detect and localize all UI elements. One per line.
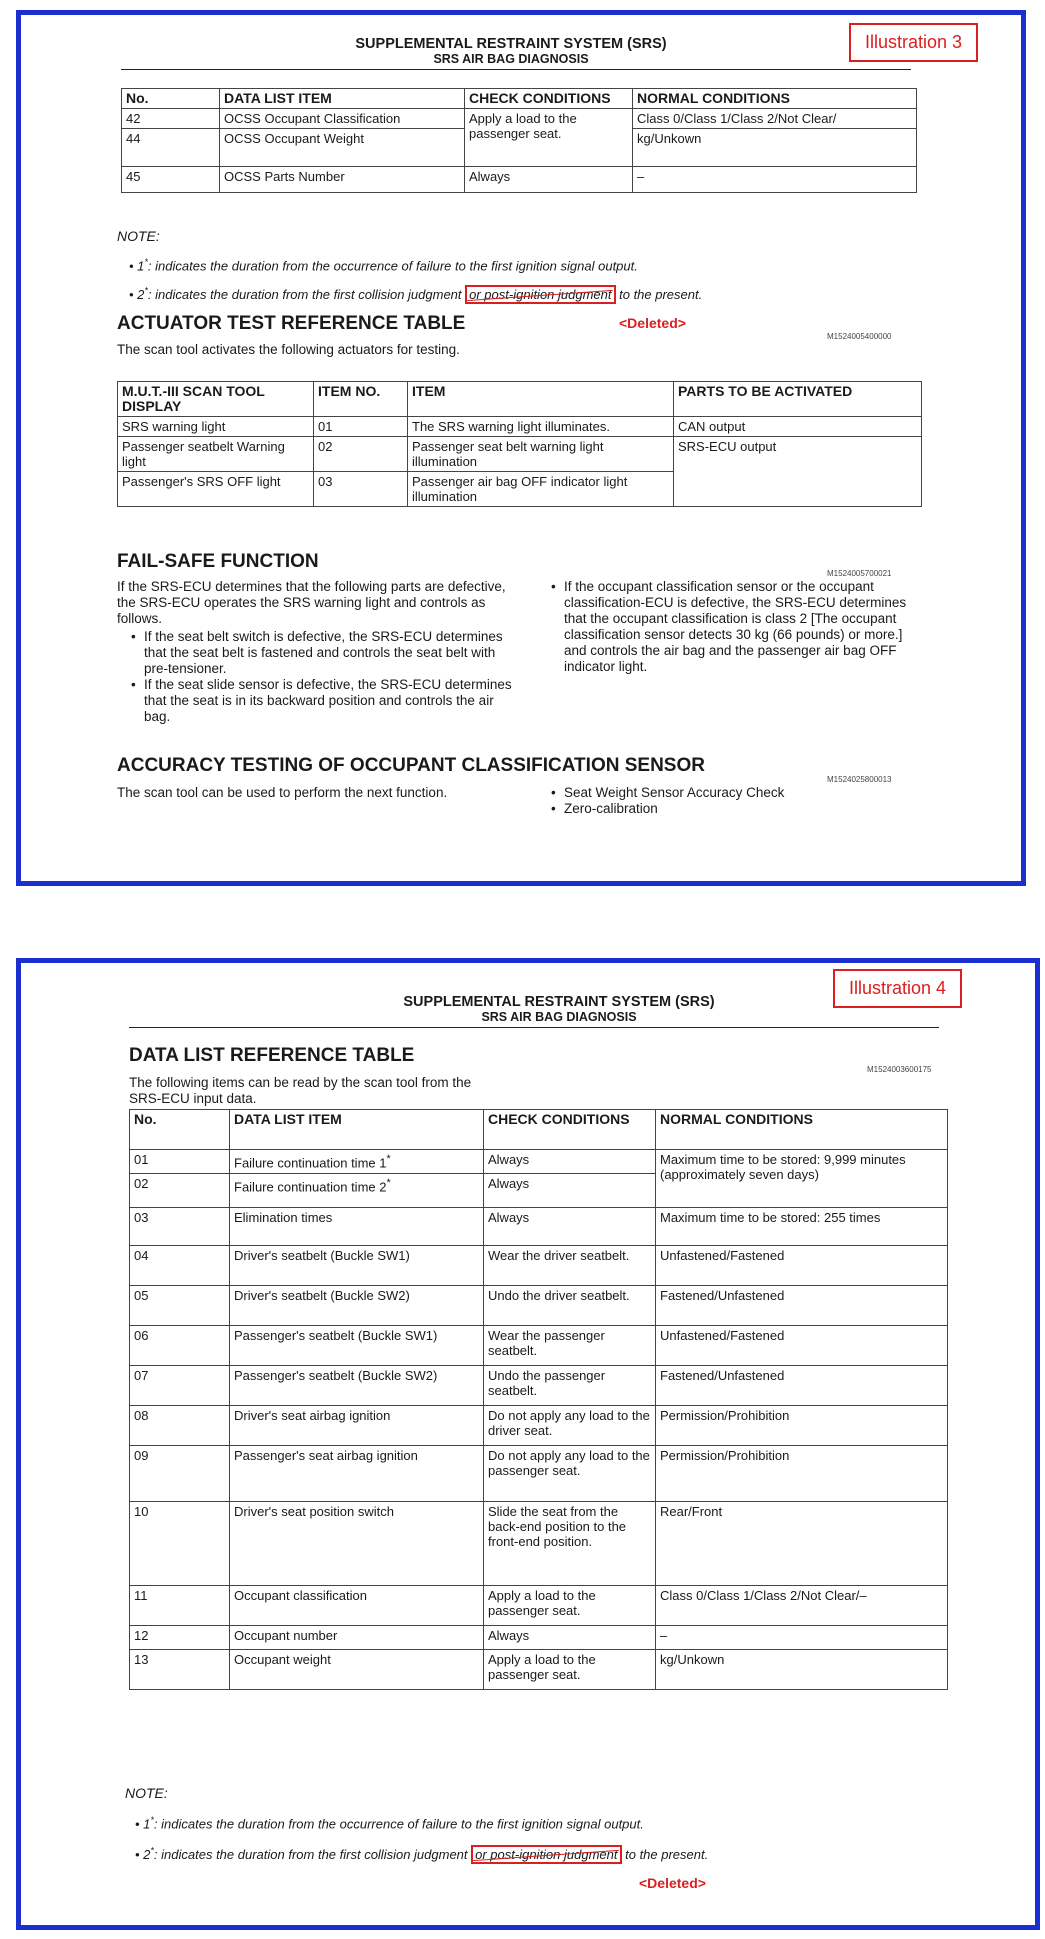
row-no: 11 bbox=[130, 1586, 230, 1626]
row-parts: SRS-ECU output bbox=[674, 437, 922, 507]
list-item: • If the occupant classification sensor or the occupant classification-ECU is defective, the SRS-ECU determines that the occupant classification is class 2 [The occupant classification sensor detects 30 kg (66 pounds) or more.] and controls the air bag and the passenger air bag OFF indicator light. bbox=[551, 579, 926, 675]
table-row bbox=[130, 1626, 948, 1650]
row-no: 42 bbox=[122, 109, 220, 129]
row-no: 06 bbox=[130, 1326, 230, 1366]
note-2-pre: : indicates the duration from the first collision judgment bbox=[153, 1847, 472, 1862]
row-normal: Rear/Front bbox=[656, 1502, 948, 1586]
accuracy-text: The scan tool can be used to perform the next function. bbox=[117, 785, 448, 800]
note-2-mark: 2 bbox=[143, 1847, 151, 1862]
data-list-table bbox=[129, 1109, 948, 1690]
row-item: Passenger's seat airbag ignition bbox=[230, 1446, 484, 1502]
deleted-label: <Deleted> bbox=[639, 1875, 706, 1891]
row-item: Occupant weight bbox=[230, 1650, 484, 1690]
row-check: Always bbox=[484, 1150, 656, 1174]
row-display: Passenger seatbelt Warning light bbox=[118, 437, 314, 472]
row-item: Elimination times bbox=[230, 1208, 484, 1246]
col-header-normal: NORMAL CONDITIONS bbox=[656, 1110, 948, 1150]
row-check: Wear the passenger seatbelt. bbox=[484, 1326, 656, 1366]
note-1-text: : indicates the duration from the occurrence of failure to the first ignition signal output. bbox=[153, 1816, 644, 1832]
row-item: Driver's seat airbag ignition bbox=[230, 1406, 484, 1446]
row-no: 09 bbox=[130, 1446, 230, 1502]
illustration-4-panel bbox=[16, 958, 1040, 1930]
row-item bbox=[230, 1174, 484, 1208]
note-label: NOTE: bbox=[117, 228, 160, 244]
row-item: The SRS warning light illuminates. bbox=[408, 417, 674, 437]
fail-safe-intro: If the SRS-ECU determines that the following parts are defective, the SRS-ECU operates the SRS warning light and controls as follows. bbox=[117, 579, 506, 626]
row-check: Slide the seat from the back-end position to the front-end position. bbox=[484, 1502, 656, 1586]
table-row bbox=[130, 1208, 948, 1246]
fail-safe-list-right bbox=[551, 579, 926, 675]
row-check: Always bbox=[484, 1626, 656, 1650]
row-display: SRS warning light bbox=[118, 417, 314, 437]
row-item: Passenger seat belt warning light illumination bbox=[408, 437, 674, 472]
fail-safe-heading: FAIL-SAFE FUNCTION bbox=[117, 551, 319, 572]
row-no: 07 bbox=[130, 1366, 230, 1406]
table-row bbox=[122, 167, 917, 193]
row-normal: Unfastened/Fastened bbox=[656, 1246, 948, 1286]
table-row bbox=[130, 1286, 948, 1326]
row-normal: Maximum time to be stored: 255 times bbox=[656, 1208, 948, 1246]
note-1: • 1*: indicates the duration from the occurrence of failure to the first ignition signal output. bbox=[135, 1815, 644, 1832]
list-item: • Seat Weight Sensor Accuracy Check bbox=[551, 785, 851, 801]
row-item: Passenger air bag OFF indicator light illumination bbox=[408, 472, 674, 507]
illustration-4-tag: Illustration 4 bbox=[833, 969, 962, 1008]
header-subtitle: SRS AIR BAG DIAGNOSIS bbox=[481, 1010, 637, 1024]
document-header bbox=[321, 37, 701, 67]
row-item-mark: * bbox=[386, 1153, 391, 1165]
row-no: 01 bbox=[130, 1150, 230, 1174]
section-code: M1524005400000 bbox=[827, 332, 892, 341]
row-normal: Fastened/Unfastened bbox=[656, 1366, 948, 1406]
row-item-no: 03 bbox=[314, 472, 408, 507]
col-header-display: M.U.T.-III SCAN TOOL DISPLAY bbox=[118, 382, 314, 417]
row-check: Apply a load to the passenger seat. bbox=[484, 1586, 656, 1626]
table-header-row bbox=[122, 89, 917, 109]
data-list-table-continued bbox=[121, 88, 917, 193]
list-item: • If the seat belt switch is defective, the SRS-ECU determines that the seat belt is fastened and controls the seat belt with pre-tensioner. bbox=[131, 629, 516, 677]
section-code: M1524005700021 bbox=[827, 569, 892, 578]
row-item: OCSS Occupant Weight bbox=[220, 129, 465, 167]
row-normal: Permission/Prohibition bbox=[656, 1406, 948, 1446]
note-label: NOTE: bbox=[125, 1785, 168, 1801]
table-header-row bbox=[130, 1110, 948, 1150]
col-header-item: DATA LIST ITEM bbox=[230, 1110, 484, 1150]
col-header-normal: NORMAL CONDITIONS bbox=[633, 89, 917, 109]
actuator-intro: The scan tool activates the following actuators for testing. bbox=[117, 342, 460, 357]
row-no: 05 bbox=[130, 1286, 230, 1326]
note-1-mark: 1 bbox=[143, 1816, 151, 1832]
list-item: • Zero-calibration bbox=[551, 801, 851, 817]
data-list-heading: DATA LIST REFERENCE TABLE bbox=[129, 1045, 415, 1066]
note-2: • 2*: indicates the duration from the first collision judgment or post-ignition judgment to the present. bbox=[135, 1845, 709, 1862]
section-code: M1524025800013 bbox=[827, 775, 892, 784]
table-row bbox=[130, 1326, 948, 1366]
actuator-test-heading: ACTUATOR TEST REFERENCE TABLE bbox=[117, 313, 466, 334]
table-row bbox=[130, 1446, 948, 1502]
row-check: Do not apply any load to the driver seat. bbox=[484, 1406, 656, 1446]
table-row bbox=[130, 1502, 948, 1586]
list-item: • If the seat slide sensor is defective, the SRS-ECU determines that the seat is in its backward position and controls the air bag. bbox=[131, 677, 516, 725]
col-header-item: DATA LIST ITEM bbox=[220, 89, 465, 109]
note-1: • 1*: indicates the duration from the occurrence of failure to the first ignition signal output. bbox=[129, 257, 638, 274]
row-no: 08 bbox=[130, 1406, 230, 1446]
table-row bbox=[130, 1366, 948, 1406]
row-no: 44 bbox=[122, 129, 220, 167]
row-item: OCSS Occupant Classification bbox=[220, 109, 465, 129]
table-header-row bbox=[118, 382, 922, 417]
row-item-no: 01 bbox=[314, 417, 408, 437]
illustration-3-tag: Illustration 3 bbox=[849, 23, 978, 62]
deleted-phrase: or post-ignition judgment bbox=[465, 285, 615, 304]
table-row bbox=[130, 1150, 948, 1174]
row-display: Passenger's SRS OFF light bbox=[118, 472, 314, 507]
row-normal: kg/Unkown bbox=[633, 129, 917, 167]
table-row bbox=[130, 1406, 948, 1446]
row-item: Occupant classification bbox=[230, 1586, 484, 1626]
row-item: Driver's seatbelt (Buckle SW1) bbox=[230, 1246, 484, 1286]
row-normal: – bbox=[656, 1626, 948, 1650]
row-no: 45 bbox=[122, 167, 220, 193]
deleted-label: <Deleted> bbox=[619, 315, 686, 331]
row-item: OCSS Parts Number bbox=[220, 167, 465, 193]
col-header-no: No. bbox=[122, 89, 220, 109]
accuracy-testing-heading: ACCURACY TESTING OF OCCUPANT CLASSIFICATION SENSOR bbox=[117, 755, 705, 776]
deleted-phrase: or post-ignition judgment bbox=[471, 1845, 621, 1864]
header-rule bbox=[121, 69, 911, 70]
col-header-item-no: ITEM NO. bbox=[314, 382, 408, 417]
fail-safe-list-left bbox=[131, 629, 516, 725]
row-item-text: Failure continuation time 2 bbox=[234, 1179, 387, 1195]
row-item: Passenger's seatbelt (Buckle SW1) bbox=[230, 1326, 484, 1366]
row-normal: kg/Unkown bbox=[656, 1650, 948, 1690]
row-normal: – bbox=[633, 167, 917, 193]
row-check: Apply a load to the passenger seat. bbox=[484, 1650, 656, 1690]
row-check: Always bbox=[484, 1174, 656, 1208]
row-check: Always bbox=[484, 1208, 656, 1246]
header-subtitle: SRS AIR BAG DIAGNOSIS bbox=[433, 52, 589, 66]
row-item-no: 02 bbox=[314, 437, 408, 472]
data-list-intro: The following items can be read by the scan tool from the SRS-ECU input data. bbox=[129, 1075, 472, 1106]
row-item-text: Failure continuation time 1 bbox=[234, 1155, 387, 1171]
row-normal: Permission/Prohibition bbox=[656, 1446, 948, 1502]
row-no: 04 bbox=[130, 1246, 230, 1286]
row-no: 10 bbox=[130, 1502, 230, 1586]
section-code: M1524003600175 bbox=[867, 1065, 932, 1074]
row-normal: Fastened/Unfastened bbox=[656, 1286, 948, 1326]
table-row bbox=[130, 1650, 948, 1690]
document-header bbox=[369, 995, 749, 1025]
row-check: Undo the driver seatbelt. bbox=[484, 1286, 656, 1326]
row-no: 03 bbox=[130, 1208, 230, 1246]
row-no: 02 bbox=[130, 1174, 230, 1208]
row-parts: CAN output bbox=[674, 417, 922, 437]
row-normal: Maximum time to be stored: 9,999 minutes (approximately seven days) bbox=[656, 1150, 948, 1208]
note-2-mark: 2 bbox=[137, 287, 145, 302]
actuator-test-table bbox=[117, 381, 922, 507]
note-2-pre: : indicates the duration from the first collision judgment bbox=[147, 287, 466, 302]
row-check: Do not apply any load to the passenger seat. bbox=[484, 1446, 656, 1502]
col-header-item: ITEM bbox=[408, 382, 674, 417]
note-1-mark: 1 bbox=[137, 258, 145, 274]
row-item: Occupant number bbox=[230, 1626, 484, 1650]
row-normal: Class 0/Class 1/Class 2/Not Clear/– bbox=[656, 1586, 948, 1626]
header-title: SUPPLEMENTAL RESTRAINT SYSTEM (SRS) bbox=[355, 36, 667, 52]
row-no: 13 bbox=[130, 1650, 230, 1690]
row-check: Undo the passenger seatbelt. bbox=[484, 1366, 656, 1406]
accuracy-list bbox=[551, 785, 851, 817]
row-check: Wear the driver seatbelt. bbox=[484, 1246, 656, 1286]
note-1-text: : indicates the duration from the occurrence of failure to the first ignition signal output. bbox=[147, 258, 638, 274]
col-header-no: No. bbox=[130, 1110, 230, 1150]
table-row bbox=[118, 417, 922, 437]
col-header-check: CHECK CONDITIONS bbox=[465, 89, 633, 109]
row-normal: Unfastened/Fastened bbox=[656, 1326, 948, 1366]
row-item-mark: * bbox=[386, 1177, 391, 1189]
header-rule bbox=[129, 1027, 939, 1028]
table-row bbox=[118, 437, 922, 472]
illustration-3-panel bbox=[16, 10, 1026, 886]
col-header-check: CHECK CONDITIONS bbox=[484, 1110, 656, 1150]
row-check: Apply a load to the passenger seat. bbox=[465, 109, 633, 167]
note-2: • 2*: indicates the duration from the first collision judgment or post-ignition judgment to the present. bbox=[129, 285, 703, 302]
table-row bbox=[130, 1246, 948, 1286]
row-item bbox=[230, 1150, 484, 1174]
table-row bbox=[130, 1586, 948, 1626]
row-item: Driver's seat position switch bbox=[230, 1502, 484, 1586]
header-title: SUPPLEMENTAL RESTRAINT SYSTEM (SRS) bbox=[403, 994, 715, 1010]
row-normal: Class 0/Class 1/Class 2/Not Clear/ bbox=[633, 109, 917, 129]
note-2-post: to the present. bbox=[615, 287, 703, 302]
table-row bbox=[122, 109, 917, 129]
row-check: Always bbox=[465, 167, 633, 193]
note-2-post: to the present. bbox=[621, 1847, 709, 1862]
row-item: Passenger's seatbelt (Buckle SW2) bbox=[230, 1366, 484, 1406]
row-no: 12 bbox=[130, 1626, 230, 1650]
col-header-parts: PARTS TO BE ACTIVATED bbox=[674, 382, 922, 417]
row-item: Driver's seatbelt (Buckle SW2) bbox=[230, 1286, 484, 1326]
